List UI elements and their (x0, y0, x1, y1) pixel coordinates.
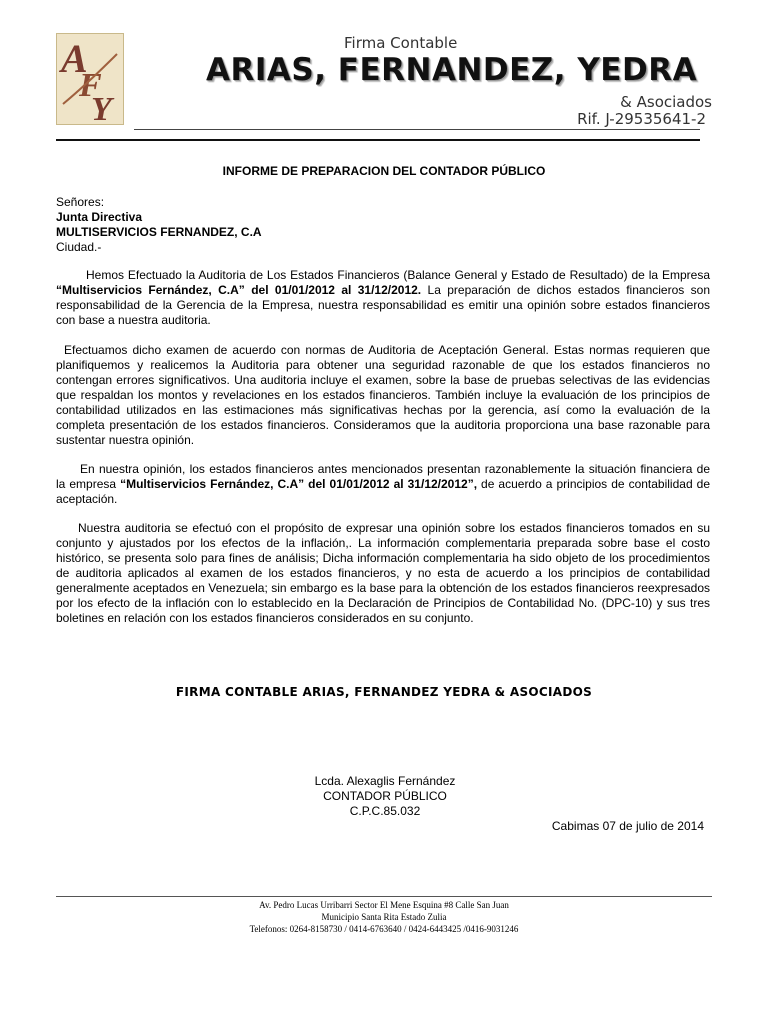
paragraph-4: Nuestra auditoria se efectuó con el propósito de expresar una opinión sobre los estados financieros tomados en su conjunto y ajustados por los efectos de la inflación,. La información complementaria preparada sobre base el costo histórico, se presenta solo para fines de análisis; Dicha información complementaria ha sido objeto de los procedimientos de auditoria aplicados al examen de los estados financieros, y no esta de acuerdo a los principios de contabilidad generalmente aceptados en Venezuela; sin embargo es la base para la obtención de los estados financieros reexpresados por los efecto de la inflación con lo establecido en la Declaración de Principios de Contabilidad No. (DPC-10) y sus tres boletines en relación con los estados financieros considerados en su conjunto. (56, 521, 710, 625)
paragraph-3-text-a: En nuestra opinión, los estados financieros antes mencionados presentan razonablemente la situación financiera de la empresa (56, 462, 710, 491)
paragraph-1-bold: “Multiservicios Fernández, C.A” del 01/01/2012 al 31/12/2012. (56, 283, 422, 297)
footer-line-phones: Telefonos: 0264-8158730 / 0414-6763640 / 0424-6443425 /0416-9031246 (249, 924, 519, 934)
firm-name: ARIAS, FERNANDEZ, YEDRA (206, 52, 698, 88)
salutation: Señores: (56, 195, 105, 209)
paragraph-1-text-c: La preparación de dichos estados financieros son responsabilidad de la Gerencia de la Empresa, nuestra responsabilidad es emitir una opinión sobre estados financieros con base a nuestra auditoria. (56, 283, 710, 327)
place-date: Cabimas 07 de julio de 2014 (551, 819, 704, 833)
footer-rule (56, 896, 712, 897)
logo-letter-y: Y (91, 91, 112, 124)
paragraph-3-bold: “Multiservicios Fernández, C.A” del 01/01/2012 al 31/12/2012”, (120, 477, 478, 491)
footer-address (0, 899, 768, 935)
header-rule-thick (56, 139, 700, 141)
logo-monogram-icon (57, 34, 123, 124)
signer-name: Lcda. Alexaglis Fernández (314, 774, 456, 788)
firm-logo (56, 33, 124, 125)
recipient-board: Junta Directiva (56, 210, 143, 224)
city: Ciudad.- (56, 240, 102, 254)
footer-line-street: Av. Pedro Lucas Urribarri Sector El Mene Esquina #8 Calle San Juan (259, 900, 509, 910)
logo-letter-a: A (61, 36, 88, 81)
recipient-company: MULTISERVICIOS FERNANDEZ, C.A (56, 225, 262, 239)
paragraph-1 (56, 268, 710, 328)
rif-number: Rif. J-29535641-2 (577, 110, 706, 128)
paragraph-3 (56, 462, 710, 507)
firm-subtitle: Firma Contable (344, 34, 458, 52)
paragraph-1-text-a: Hemos Efectuado la Auditoria de Los Estados Financieros (Balance General y Estado de Resultado) de la Empresa (86, 268, 710, 282)
logo-letter-f: F (79, 67, 102, 104)
signer-license: C.P.C.85.032 (349, 804, 421, 818)
footer-line-municipality: Municipio Santa Rita Estado Zulia (321, 912, 447, 922)
header-rule-thin (134, 129, 700, 130)
paragraph-3-text-c: de acuerdo a principios de contabilidad de aceptación. (56, 477, 710, 506)
associates-label: & Asociados (620, 93, 712, 111)
report-title: INFORME DE PREPARACION DEL CONTADOR PÚBLICO (222, 164, 546, 178)
signer-title: CONTADOR PÚBLICO (323, 789, 447, 803)
signature-firm: FIRMA CONTABLE ARIAS, FERNANDEZ YEDRA & ASOCIADOS (175, 685, 593, 699)
signer-block (270, 774, 500, 819)
addressee-block (56, 195, 262, 255)
paragraph-2: Efectuamos dicho examen de acuerdo con normas de Auditoria de Aceptación General. Estas normas requieren que planifiquemos y realicemos la Auditoria para obtener una seguridad razonable de que los estados financieros no contengan errores significativos. Una auditoria incluye el examen, sobre la base de pruebas selectivas de las evidencias que respaldan los montos y revelaciones en los estados financieros. También incluye la evaluación de los principios de contabilidad utilizados en las estimaciones más significativas hechas por la gerencia, así como la evaluación de la completa presentación de los estados financieros. Consideramos que la auditoria proporciona una base razonable para sustentar nuestra opinión. (56, 343, 710, 447)
